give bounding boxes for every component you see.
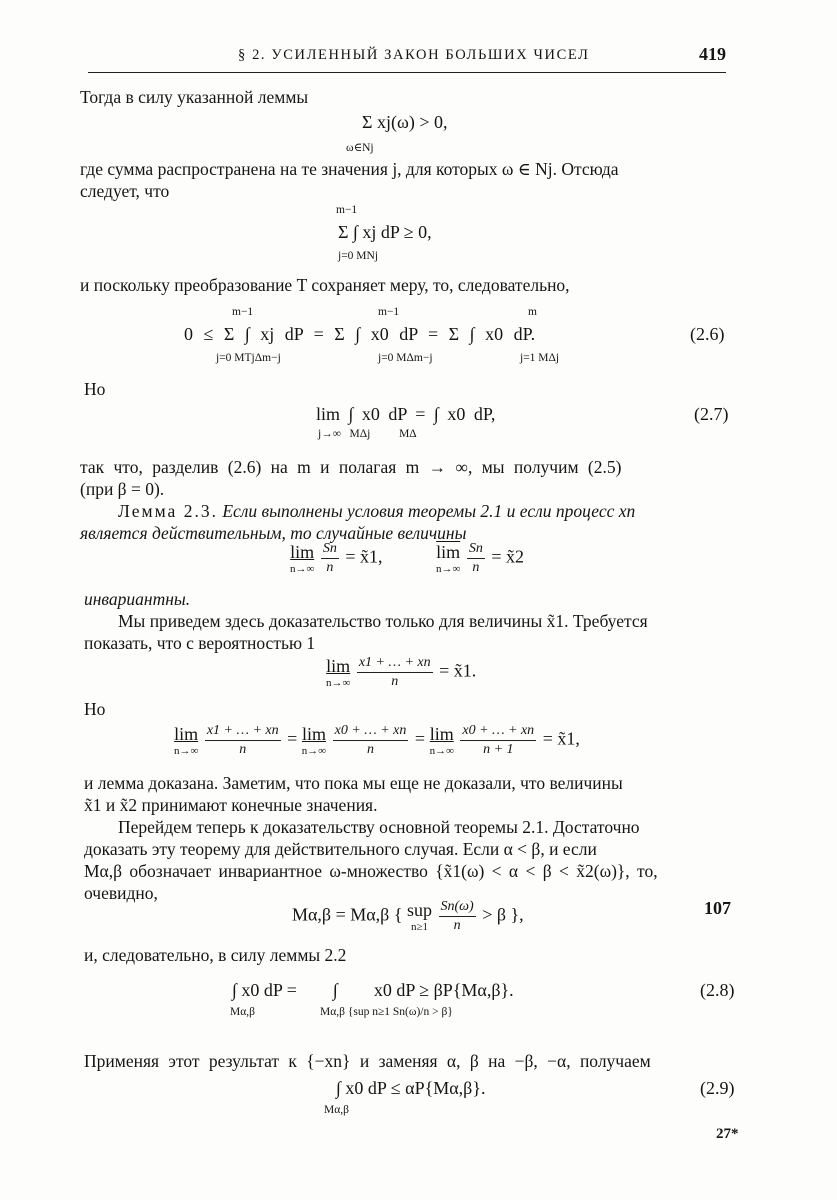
equation-result: = x̃1, — [345, 546, 383, 567]
text-line: очевидно, — [84, 883, 158, 903]
lemma-statement: Если выполнены условия теоремы 2.1 и если процесс xn — [222, 501, 636, 521]
equation-lower-limit: j=0 MNj — [338, 250, 379, 262]
text-line: (при β = 0). — [80, 479, 165, 499]
page-number: 419 — [699, 44, 726, 64]
equation-sum-index: ω∈Nj — [346, 142, 374, 154]
sup-operator: sup n≥1 — [406, 900, 432, 933]
lim-operator: lim n→∞ — [301, 724, 327, 757]
lemma-heading: Лемма 2.3. — [118, 501, 218, 521]
text-line: x̃1 и x̃2 принимают конечные значения. — [84, 795, 378, 815]
equation-lower-limit: j→∞ MΔj MΔ — [318, 428, 417, 440]
text-line: Но — [84, 699, 106, 719]
equation-lower-limit: Mα,β — [324, 1104, 349, 1116]
equation-number: (2.7) — [694, 404, 729, 424]
fraction: $\frac{x0 + \dots + xn}{n}$ — [334, 723, 407, 757]
fraction: $\frac{x0 + \dots + xn}{n + 1}$ — [462, 723, 535, 757]
equation-upper-limit: m−1 — [336, 204, 358, 216]
equation-lower-limit: j=1 MΔj — [520, 352, 560, 364]
text-line: и лемма доказана. Заметим, что пока мы еще не доказали, что величины — [84, 773, 623, 793]
equation-upper-limit: m−1 — [378, 306, 400, 318]
fraction: $\frac{Sn}{n}$ — [468, 541, 483, 575]
text-line: где сумма распространена на те значения j, для которых ω ∈ Nj. Отсюда — [80, 159, 619, 179]
equation-lower-limit: j=0 MΔm−j — [378, 352, 433, 364]
equation-result: = x̃1, — [542, 728, 580, 749]
equation-result: = x̃2 — [491, 546, 524, 567]
text-line: инвариантны. — [84, 589, 191, 609]
lemma-statement: является действительным, то случайные величины — [80, 523, 467, 543]
text-line: Перейдем теперь к доказательству основной теоремы 2.1. Достаточно — [118, 817, 640, 837]
equation-integral-bound: ∫ x0 dP = ∫ x0 dP ≥ βP{Mα,β}. — [232, 980, 514, 1000]
text-line: Mα,β обозначает инвариантное ω-множество {x̃1(ω) < α < β < x̃2(ω)}, то, — [84, 861, 658, 881]
equation-limit-chain: lim n→∞ $\frac{x1 + \dots + xn}{n}$ = lim n→∞ $\frac{x0 + \dots + xn}{n}$ = lim n→∞ $\frac{x0 + \dots + xn}{n + 1}$ = x̃1, — [174, 723, 580, 757]
lim-operator: lim n→∞ — [429, 724, 454, 757]
text-line: следует, что — [80, 181, 170, 201]
text-line: показать, что с вероятностью 1 — [84, 633, 316, 653]
equation-number: (2.6) — [690, 324, 725, 344]
equation-number: (2.8) — [700, 980, 735, 1000]
equation-result: = x̃1. — [439, 660, 477, 681]
text-line: Мы приведем здесь доказательство только для величины x̃1. Требуется — [118, 611, 648, 631]
equation-chain: 0 ≤ Σ ∫ xj dP = Σ ∫ x0 dP = Σ ∫ x0 dP. — [184, 324, 536, 344]
text-line: Тогда в силу указанной леммы — [80, 87, 309, 107]
equation-upper-limit: m — [528, 306, 537, 318]
equation-upper-limit: m−1 — [232, 306, 254, 318]
equation-integral-sum: Σ ∫ xj dP ≥ 0, — [338, 222, 432, 242]
running-title: § 2. УСИЛЕННЫЙ ЗАКОН БОЛЬШИХ ЧИСЕЛ — [238, 47, 590, 63]
lim-operator: lim n→∞ — [290, 542, 315, 575]
equation-lower-limit: j=0 MTjΔm−j — [216, 352, 281, 364]
fraction: $\frac{x1 + \dots + xn}{n}$ — [206, 723, 279, 757]
text-line: Но — [84, 379, 106, 399]
fraction: $\frac{Sn}{n}$ — [322, 541, 337, 575]
lim-operator: lim n→∞ — [174, 724, 199, 757]
equation-sum-positive: Σ xj(ω) > 0, — [362, 112, 448, 132]
margin-number: 107 — [704, 898, 731, 918]
text-line: и поскольку преобразование T сохраняет меру, то, следовательно, — [80, 275, 570, 295]
text-line: так что, разделив (2.6) на m и полагая m → ∞, мы получим (2.5) — [80, 457, 622, 477]
text-line: и, следовательно, в силу леммы 2.2 — [84, 945, 347, 965]
lim-operator: lim n→∞ — [326, 656, 351, 689]
page-header — [88, 44, 726, 73]
equation-lower-limit: Mα,β {sup n≥1 Sn(ω)/n > β} — [320, 1006, 453, 1018]
equation-lim-sup — [436, 540, 524, 577]
lim-operator: $\overline{lim}$ n→∞ — [436, 542, 461, 575]
equation-lim-inf — [290, 540, 383, 577]
equation-integral-bound-alpha: ∫ x0 dP ≤ αP{Mα,β}. — [336, 1078, 486, 1098]
equation-lower-limit: Mα,β — [230, 1006, 255, 1018]
fraction: $\frac{Sn(\omega)}{n}$ — [440, 899, 474, 933]
text-line: Применяя этот результат к {−xn} и заменяя α, β на −β, −α, получаем — [84, 1051, 651, 1071]
equation-limit-average — [326, 654, 476, 691]
fraction: $\frac{x1 + \dots + xn}{n}$ — [358, 655, 431, 689]
equation-invariant-set: Mα,β = Mα,β { sup n≥1 $\frac{Sn(\omega)}{n}$ > β }, — [292, 899, 524, 933]
equation-number: (2.9) — [700, 1078, 735, 1098]
equation-limit-integral: lim ∫ x0 dP = ∫ x0 dP, — [316, 404, 496, 424]
signature-mark: 27* — [716, 1126, 739, 1142]
text-line: доказать эту теорему для действительного случая. Если α < β, и если — [84, 839, 597, 859]
lemma-line — [118, 500, 635, 522]
